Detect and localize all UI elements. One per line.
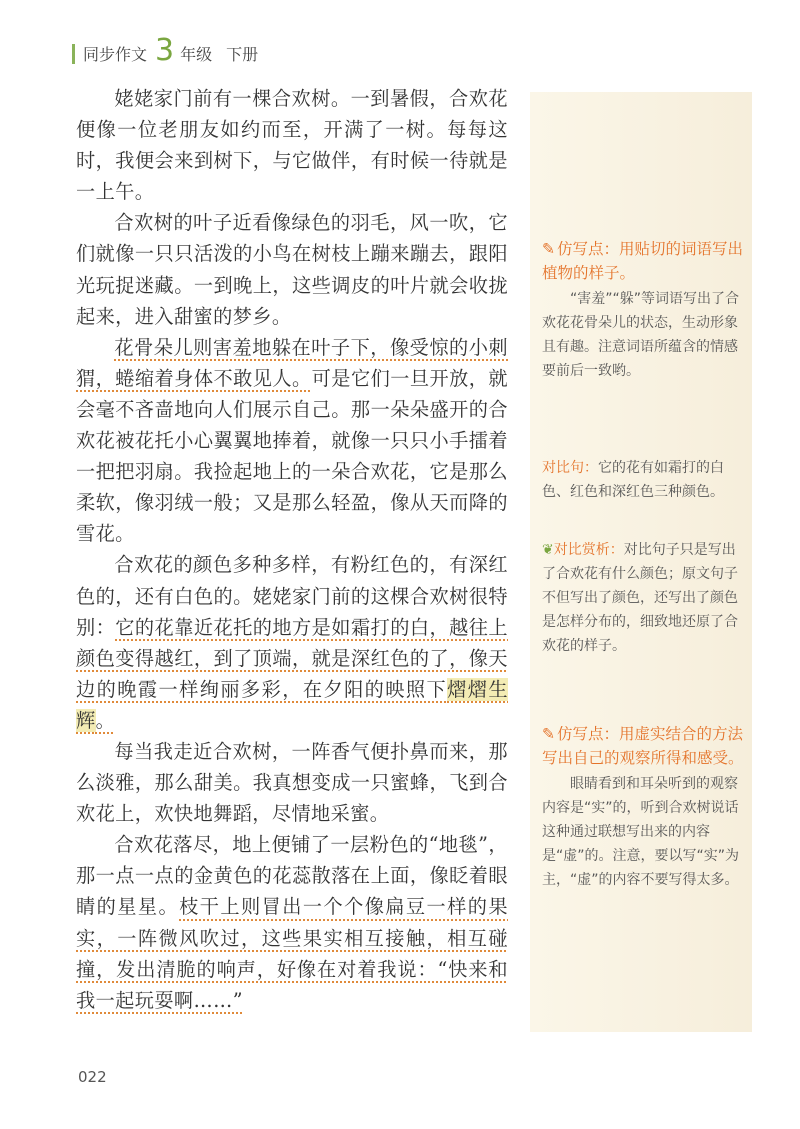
paragraph-text: 合欢花落尽，地上便铺了一层粉色的“地毯”， (114, 833, 508, 857)
paragraph-1: 姥姥家门前有一棵合欢树。一到暑假，合欢花便像一位老朋友如约而至，开满了一树。每每这时，我便会来到树下，与它做伴，有时候一待就是一上午。 (76, 87, 508, 204)
note-contrast-analysis (542, 536, 746, 658)
paragraph-6 (76, 829, 508, 1016)
grade-number: 3 (155, 33, 175, 68)
paragraph-4 (76, 549, 508, 736)
page-number: 022 (78, 1068, 107, 1086)
note-imitation-2 (542, 722, 746, 892)
essay-body (76, 83, 508, 1016)
paragraph-text: 。 (95, 708, 116, 732)
paragraph-5: 每当我走近合欢树，一阵香气便扑鼻而来，那么淡雅，那么甜美。我真想变成一只蜜蜂，飞到合欢花上，欢快地舞蹈，尽情地采蜜。 (76, 739, 508, 826)
paragraph-3 (76, 332, 508, 550)
note-text: 对比句子只是写出了合欢花有什么颜色；原文句子不但写出了颜色，还写出了颜色是怎样分布的，细致地还原了合欢花的样子。 (542, 542, 738, 654)
paragraph-2: 合欢树的叶子近看像绿色的羽毛，风一吹，它们就像一只只活泼的小鸟在树枝上蹦来蹦去，跟阳光玩捉迷藏。一到晚上，这些调皮的叶片就会收拢起来，进入甜蜜的梦乡。 (76, 211, 508, 328)
note-imitation-1 (542, 237, 746, 383)
paragraph-text: 可是它们一旦开放，就会毫不吝啬地向人们展示自己。那一朵朵盛开的合欢花被花托小心翼翼地捧着，就像一只只小手擂着一把把羽扇。我捡起地上的一朵合欢花，它是那么柔软，像羽绒一般；又是那么轻盈，像从天而降的雪花。 (76, 366, 509, 546)
note-label: 对比句： (542, 460, 598, 476)
note-heading: 仿写点：用贴切的词语写出植物的样子。 (542, 240, 744, 282)
book-series: 同步作文 (83, 45, 148, 64)
grade-label: 年级 (180, 45, 213, 64)
pencil-icon: ✎ (542, 240, 555, 258)
note-text: 它的花有如霜打的白色、红色和深红色三种颜色。 (542, 460, 724, 500)
annotation-panel (530, 92, 752, 1032)
page-header (72, 33, 259, 72)
header-bar (72, 44, 75, 64)
note-body: “害羞”“躲”等词语写出了合欢花花骨朵儿的状态，生动形象且有趣。注意词语所蕴含的情感要前后一致哟。 (542, 291, 740, 379)
note-body: 眼睛看到和耳朵听到的观察内容是“实”的，听到合欢树说话这种通过联想写出来的内容是“虚”的。注意，要以写“实”为主，“虚”的内容不要写得太多。 (542, 776, 740, 888)
note-heading: 仿写点：用虚实结合的方法写出自己的观察所得和感受。 (542, 725, 744, 767)
pencil-icon: ✎ (542, 725, 555, 743)
note-label: 对比赏析： (553, 542, 624, 558)
underlined-sentence: 花骨朵儿则害羞地躲在叶子下，像受惊的小刺猬，蜷缩着身体不敢见人。 (76, 335, 508, 390)
sprout-icon: ❦ (542, 542, 554, 558)
paragraph-text: 那一点一点的金黄色的花蕊散落在上面，像眨着眼睛的星星。 (76, 864, 508, 919)
paragraph-text: 合欢花的颜色多种多样，有粉红色的，有深红色的，还有白色的。姥姥家门前的这棵合欢树很特别： (76, 553, 508, 639)
underlined-sentence: 枝干上则冒出一个个像扁豆一样的果实，一阵微风吹过，这些果实相互接触，相互碰撞，发出清脆的响声，好像在对着我说：“快来和我一起玩耍啊……” (76, 895, 509, 1012)
note-contrast-sentence (542, 454, 746, 504)
underlined-sentence: 它的花靠近花托的地方是如霜打的白，越往上颜色变得越红，到了顶端，就是深红色的了，像天边的晚霞一样绚丽多彩，在夕阳的映照下 (76, 615, 508, 701)
highlighted-word: 熠熠生辉 (76, 677, 508, 732)
volume-label: 下册 (226, 45, 259, 64)
